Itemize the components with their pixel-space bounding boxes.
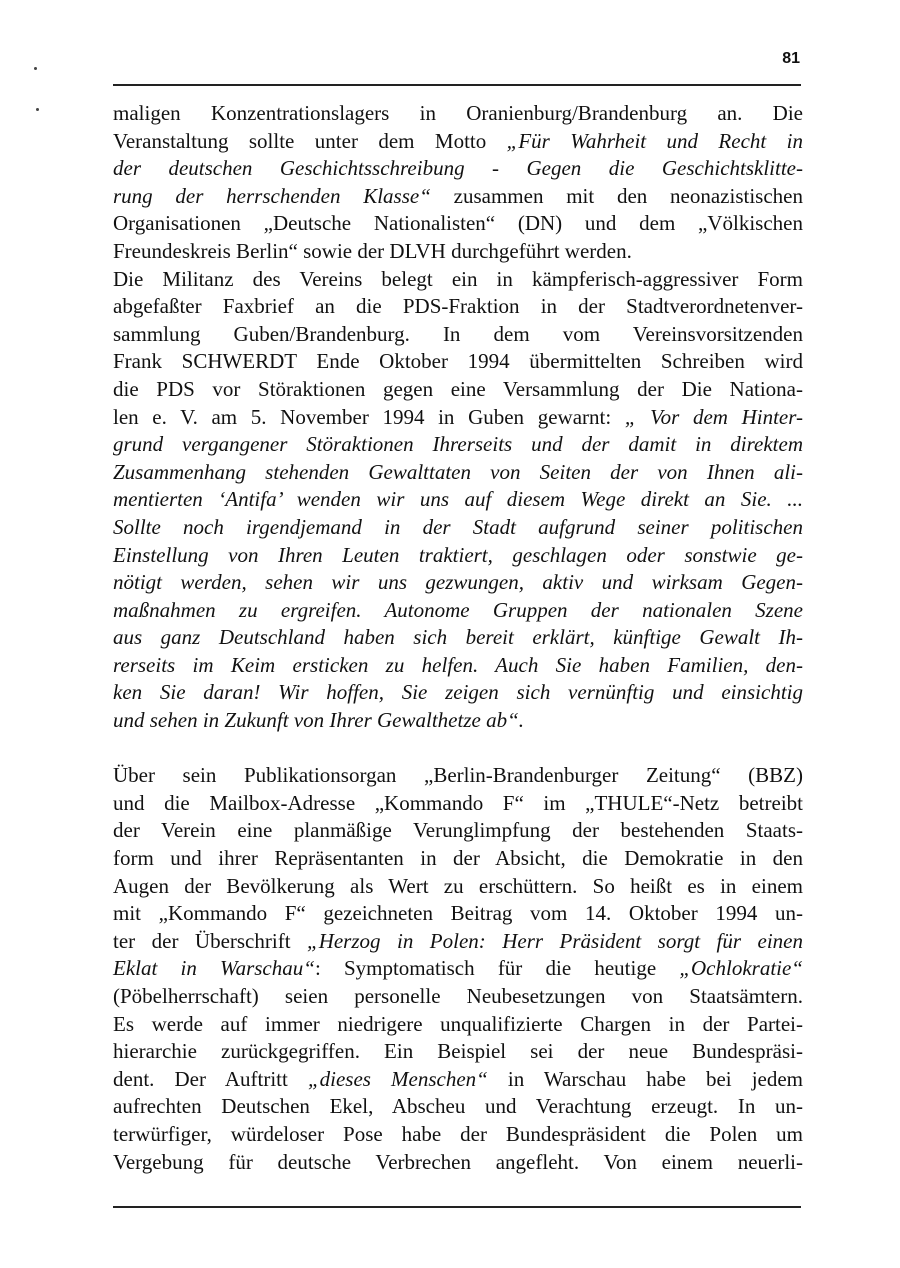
text-line xyxy=(113,514,803,542)
text-line xyxy=(113,652,803,680)
text-segment: Augen der Bevölkerung als Wert zu erschüttern. So heißt es in einem xyxy=(113,873,803,898)
italic-quote: mentierten ‘Antifa’ wenden wir uns auf diesem Wege direkt an Sie. ... xyxy=(113,487,803,512)
italic-quote: „ Vor dem Hinter- xyxy=(624,404,803,429)
italic-quote: „Herzog in Polen: Herr Präsident sorgt für einen xyxy=(307,928,804,953)
paragraph xyxy=(113,266,803,735)
italic-quote: maßnahmen zu ergreifen. Autonome Gruppen der nationalen Szene xyxy=(113,597,803,622)
italic-quote: aus ganz Deutschland haben sich bereit erklärt, künftige Gewalt Ih- xyxy=(113,625,803,650)
text-line xyxy=(113,266,803,294)
text-segment: terwürfiger, würdeloser Pose habe der Bundespräsident die Polen um xyxy=(113,1121,803,1146)
text-line xyxy=(113,679,803,707)
text-segment: Die Militanz des Vereins belegt ein in kämpferisch-aggressiver Form xyxy=(113,266,803,291)
text-line xyxy=(113,873,803,901)
text-segment: : Symptomatisch für die heutige xyxy=(314,956,680,981)
text-line xyxy=(113,348,803,376)
text-segment: Veranstaltung sollte unter dem Motto xyxy=(113,128,507,153)
text-line xyxy=(113,900,803,928)
text-line xyxy=(113,569,803,597)
text-line xyxy=(113,955,803,983)
text-line xyxy=(113,542,803,570)
italic-quote: Sollte noch irgendjemand in der Stadt aufgrund seiner politischen xyxy=(113,514,803,539)
footer-rule xyxy=(113,1206,801,1208)
italic-quote: ken Sie daran! Wir hoffen, Sie zeigen sich vernünftig und einsichtig xyxy=(113,680,803,705)
text-segment: Frank SCHWERDT Ende Oktober 1994 übermittelten Schreiben wird xyxy=(113,349,803,374)
text-line xyxy=(113,845,803,873)
text-segment: Vergebung für deutsche Verbrechen angefleht. Von einem neuerli- xyxy=(113,1149,803,1174)
text-line xyxy=(113,1011,803,1039)
text-segment: aufrechten Deutschen Ekel, Abscheu und Verachtung erzeugt. In un- xyxy=(113,1094,803,1119)
text-segment: Organisationen „Deutsche Nationalisten“ (DN) und dem „Völkischen xyxy=(113,211,803,236)
text-line xyxy=(113,1093,803,1121)
italic-quote: Zusammenhang stehenden Gewalttaten von Seiten der von Ihnen ali- xyxy=(113,459,803,484)
italic-quote: Eklat in Warschau“ xyxy=(113,956,315,981)
text-segment: und die Mailbox-Adresse „Kommando F“ im „THULE“-Netz betreibt xyxy=(113,790,803,815)
paragraph-gap xyxy=(113,735,803,763)
italic-quote: „Ochlokratie“ xyxy=(679,956,803,981)
text-segment: dent. Der Auftritt xyxy=(113,1066,308,1091)
scan-speck xyxy=(36,108,39,111)
italic-quote: Einstellung von Ihren Leuten traktiert, geschlagen oder sonstwie ge- xyxy=(113,542,803,567)
text-line xyxy=(113,707,803,735)
text-segment: Es werde auf immer niedrigere unqualifizierte Chargen in der Partei- xyxy=(113,1011,803,1036)
text-line xyxy=(113,928,803,956)
text-segment: (Pöbelherrschaft) seien personelle Neubesetzungen von Staatsämtern. xyxy=(113,984,803,1008)
scan-speck xyxy=(34,67,37,70)
text-line xyxy=(113,404,803,432)
italic-quote: „dieses Menschen“ xyxy=(307,1066,488,1091)
italic-quote: rerseits im Keim ersticken zu helfen. Auch Sie haben Familien, den- xyxy=(113,652,803,677)
italic-quote: der deutschen Geschichtsschreibung - Gegen die Geschichtsklitte- xyxy=(113,156,803,181)
italic-quote: „Für Wahrheit und Recht in xyxy=(506,128,803,153)
text-segment: Über sein Publikationsorgan „Berlin-Brandenburger Zeitung“ (BBZ) xyxy=(113,763,803,788)
header-rule xyxy=(113,84,801,86)
text-line xyxy=(113,321,803,349)
text-line xyxy=(113,238,803,266)
italic-quote: nötigt werden, sehen wir uns gezwungen, aktiv und wirksam Gegen- xyxy=(113,570,803,595)
text-line xyxy=(113,1038,803,1066)
text-line xyxy=(113,293,803,321)
text-segment: Freundeskreis Berlin“ sowie der DLVH durchgeführt werden. xyxy=(113,238,632,263)
text-segment: ter der Überschrift xyxy=(113,928,308,953)
text-line xyxy=(113,486,803,514)
italic-quote: und sehen in Zukunft von Ihrer Gewalthetze ab“. xyxy=(113,708,525,733)
paragraph xyxy=(113,762,803,1176)
paragraph xyxy=(113,100,803,266)
text-line xyxy=(113,817,803,845)
italic-quote: rung der herrschenden Klasse“ xyxy=(113,183,431,208)
text-line xyxy=(113,210,803,238)
text-segment: form und ihrer Repräsentanten in der Absicht, die Demokratie in den xyxy=(113,846,803,871)
text-line xyxy=(113,431,803,459)
text-line xyxy=(113,155,803,183)
text-line xyxy=(113,1121,803,1149)
text-line xyxy=(113,1149,803,1177)
text-segment: mit „Kommando F“ gezeichneten Beitrag vom 14. Oktober 1994 un- xyxy=(113,901,803,926)
text-segment: die PDS vor Störaktionen gegen eine Versammlung der Die Nationa- xyxy=(113,376,803,401)
text-line xyxy=(113,762,803,790)
text-line xyxy=(113,128,803,156)
italic-quote: grund vergangener Störaktionen Ihrerseits und der damit in direktem xyxy=(113,432,803,457)
text-segment: abgefaßter Faxbrief an die PDS-Fraktion in der Stadtverordnetenver- xyxy=(113,294,803,319)
text-line xyxy=(113,624,803,652)
text-segment: der Verein eine planmäßige Verunglimpfung der bestehenden Staats- xyxy=(113,818,803,843)
text-segment: hierarchie zurückgegriffen. Ein Beispiel sei der neue Bundespräsi- xyxy=(113,1039,803,1064)
text-line xyxy=(113,376,803,404)
text-line xyxy=(113,100,803,128)
text-segment: zusammen mit den neonazistischen xyxy=(430,183,803,208)
text-line xyxy=(113,1066,803,1094)
text-line xyxy=(113,597,803,625)
body-text xyxy=(113,100,803,1176)
text-segment: in Warschau habe bei jedem xyxy=(487,1066,804,1091)
text-line xyxy=(113,790,803,818)
text-line xyxy=(113,183,803,211)
text-line xyxy=(113,983,803,1011)
text-segment: len e. V. am 5. November 1994 in Guben gewarnt: xyxy=(113,404,625,429)
text-segment: sammlung Guben/Brandenburg. In dem vom Vereinsvorsitzenden xyxy=(113,321,803,346)
text-segment: maligen Konzentrationslagers in Oranienburg/Brandenburg an. Die xyxy=(113,101,803,125)
page-number: 81 xyxy=(782,50,800,67)
text-line xyxy=(113,459,803,487)
